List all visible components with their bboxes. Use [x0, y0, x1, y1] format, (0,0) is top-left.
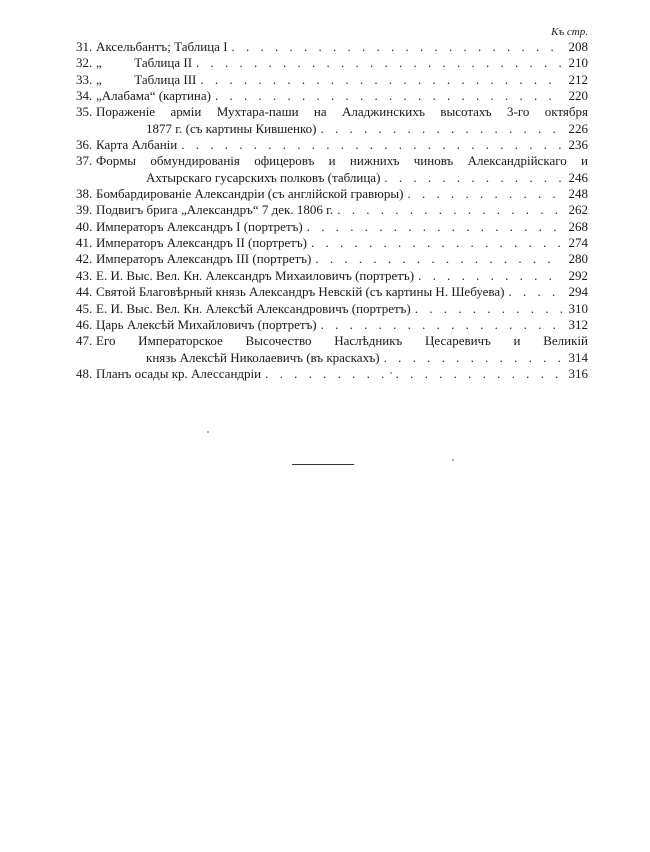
page-number: 246 [568, 169, 588, 185]
entry-number: 39. [76, 202, 93, 218]
entry-title: Бомбардированіе Александріи (съ англійской гравюры) [96, 186, 404, 202]
entry-number: 36. [76, 137, 93, 153]
page-number: 208 [568, 39, 588, 54]
dot-leader [321, 317, 562, 333]
entry-number: 45. [76, 300, 93, 316]
page-number: 210 [568, 55, 588, 71]
page-number: 314 [568, 349, 588, 365]
dot-leader [407, 186, 562, 202]
dot-leader [215, 88, 562, 104]
scan-speck [452, 459, 454, 461]
page-number: 316 [568, 365, 588, 381]
entry-title: Планъ осады кр. Алессандріи [96, 365, 262, 381]
page-number: 212 [568, 71, 588, 87]
dot-leader [311, 235, 562, 251]
toc-entry [76, 317, 588, 333]
toc-entry [76, 88, 588, 104]
toc-entry [76, 186, 588, 202]
entry-number: 42. [76, 251, 93, 267]
entry-title: Е. И. Выс. Вел. Кн. Александръ Михаиловичъ (портретъ) [96, 267, 415, 283]
page-number: 220 [568, 88, 588, 104]
toc-entry [76, 72, 588, 88]
toc-entry [76, 104, 588, 137]
entry-title: Святой Благовѣрный князь Александръ Невскій (съ картины Н. Шебуева) [96, 284, 505, 300]
dot-leader [415, 301, 562, 317]
entry-title: „ Таблица III [96, 71, 197, 87]
entry-title: Формы обмундированія офицеровъ и нижнихъ чиновъ Александрійскаго и [96, 153, 588, 169]
dot-leader [337, 202, 562, 218]
dot-leader [196, 55, 562, 71]
page-number: 236 [568, 137, 588, 153]
page-column-label: Къ стр. [551, 26, 588, 38]
toc-entry [76, 153, 588, 186]
entry-title: Ахтырскаго гусарскихъ полковъ (таблица) [146, 169, 381, 185]
toc-entry [76, 55, 588, 71]
dot-leader [200, 72, 562, 88]
entry-title: Его Императорское Высочество Наслѣдникъ Цесаревичъ и Великій [96, 333, 588, 349]
dot-leader [181, 137, 562, 153]
dot-leader [232, 39, 562, 55]
entry-number: 41. [76, 235, 93, 251]
entry-title: Аксельбантъ; Таблица I [96, 39, 228, 54]
toc-entry [76, 268, 588, 284]
dot-leader [315, 251, 562, 267]
list-of-illustrations [76, 39, 588, 382]
entry-number: 47. [76, 333, 93, 349]
dot-leader [384, 350, 562, 366]
page-number: 268 [568, 218, 588, 234]
entry-number: 35. [76, 104, 93, 120]
dot-leader [320, 121, 562, 137]
page-number: 248 [568, 186, 588, 202]
entry-number: 33. [76, 71, 93, 87]
scan-speck [390, 372, 392, 374]
entry-title: „Алабама“ (картина) [96, 88, 211, 104]
entry-title: Пораженіе арміи Мухтара-паши на Аладжинскихъ высотахъ 3-го октября [96, 104, 588, 120]
entry-number: 34. [76, 88, 93, 104]
toc-entry [76, 284, 588, 300]
page-number: 226 [568, 120, 588, 136]
toc-entry [76, 39, 588, 55]
toc-entry [76, 366, 588, 382]
dot-leader [265, 366, 562, 382]
dot-leader [384, 170, 562, 186]
entry-title: князь Алексѣй Николаевичъ (въ краскахъ) [146, 349, 380, 365]
page-number: 262 [568, 202, 588, 218]
entry-title: Карта Албаніи [96, 137, 178, 153]
page-number: 280 [568, 251, 588, 267]
entry-title: 1877 г. (съ картины Кившенко) [146, 120, 317, 136]
entry-title: Е. И. Выс. Вел. Кн. Алексѣй Александровичъ (портретъ) [96, 300, 411, 316]
entry-number: 31. [76, 39, 93, 54]
toc-entry [76, 235, 588, 251]
toc-entry [76, 202, 588, 218]
toc-entry [76, 219, 588, 235]
entry-number: 40. [76, 218, 93, 234]
entry-number: 44. [76, 284, 93, 300]
entry-title: Императоръ Александръ I (портретъ) [96, 218, 303, 234]
entry-title: „ Таблица II [96, 55, 193, 71]
entry-number: 37. [76, 153, 93, 169]
toc-entry [76, 251, 588, 267]
dot-leader [307, 219, 562, 235]
entry-title: Императоръ Александръ III (портретъ) [96, 251, 312, 267]
entry-number: 48. [76, 365, 93, 381]
divider [292, 464, 354, 465]
entry-number: 38. [76, 186, 93, 202]
entry-number: 32. [76, 55, 93, 71]
entry-title: Подвигъ брига „Александръ“ 7 дек. 1806 г. [96, 202, 334, 218]
page-number: 292 [568, 267, 588, 283]
toc-entry [76, 301, 588, 317]
dot-leader [508, 284, 562, 300]
toc-entry [76, 137, 588, 153]
entry-title: Императоръ Александръ II (портретъ) [96, 235, 308, 251]
scan-speck [207, 431, 209, 433]
entry-title: Царь Алексѣй Михайловичъ (портретъ) [96, 316, 317, 332]
entry-number: 46. [76, 316, 93, 332]
page-number: 312 [568, 316, 588, 332]
page-number: 274 [568, 235, 588, 251]
page-number: 294 [568, 284, 588, 300]
dot-leader [418, 268, 562, 284]
entry-number: 43. [76, 267, 93, 283]
toc-entry [76, 333, 588, 366]
page-number: 310 [568, 300, 588, 316]
